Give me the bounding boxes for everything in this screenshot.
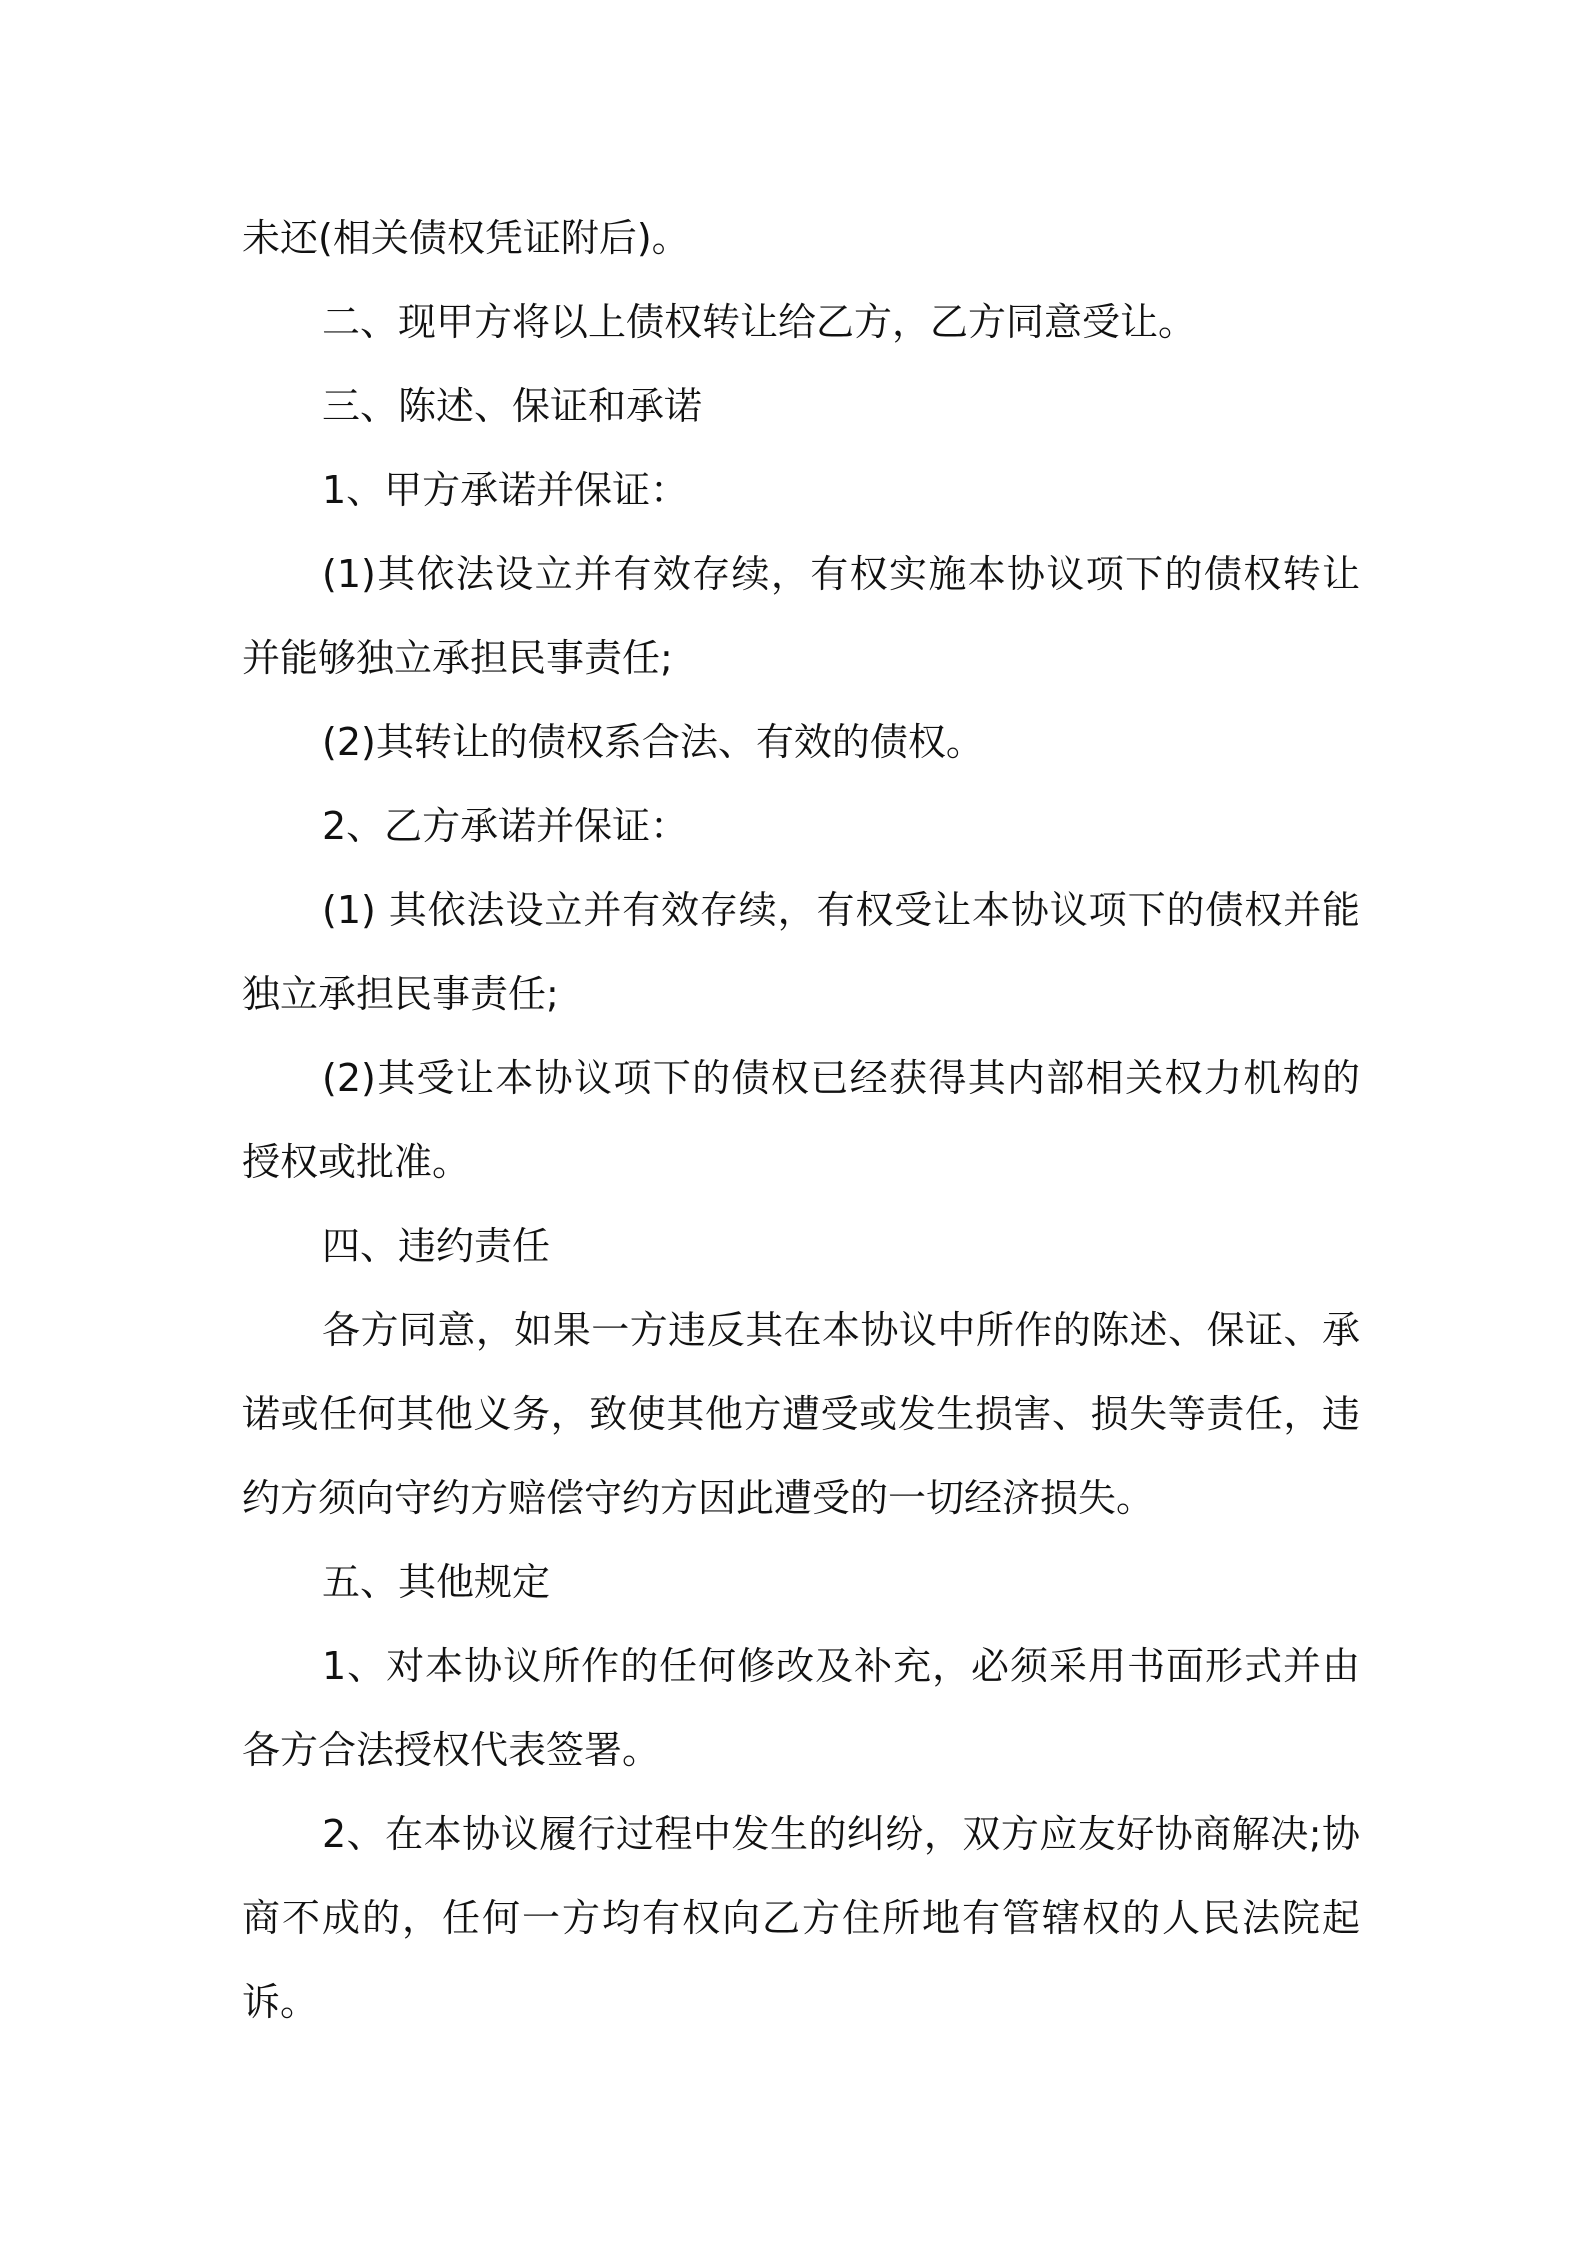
party-b-item-2: (2)其受让本协议项下的债权已经获得其内部相关权力机构的授权或批准。 (242, 1056, 1360, 1184)
section-4-heading: 四、违约责任 (322, 1224, 551, 1268)
other-provision-1: 1、对本协议所作的任何修改及补充，必须采用书面形式并由各方合法授权代表签署。 (242, 1644, 1360, 1772)
party-a-commitment-heading: 1、甲方承诺并保证： (322, 468, 689, 512)
other-provision-2: 2、在本协议履行过程中发生的纠纷，双方应友好协商解决;协商不成的，任何一方均有权向乙方住所地有管辖权的人民法院起诉。 (242, 1812, 1360, 2024)
party-b-item-1: (1) 其依法设立并有效存续，有权受让本协议项下的债权并能独立承担民事责任; (242, 888, 1360, 1016)
clause-2-transfer: 二、现甲方将以上债权转让给乙方，乙方同意受让。 (322, 300, 1197, 344)
document-body (242, 196, 1360, 2044)
liability-paragraph: 各方同意，如果一方违反其在本协议中所作的陈述、保证、承诺或任何其他义务，致使其他方遭受或发生损害、损失等责任，违约方须向守约方赔偿守约方因此遭受的一切经济损失。 (242, 1308, 1360, 1520)
party-b-commitment-heading: 2、乙方承诺并保证： (322, 804, 689, 848)
paragraph-continuation: 未还(相关债权凭证附后)。 (242, 216, 690, 260)
section-5-heading: 五、其他规定 (322, 1560, 551, 1604)
party-a-item-2: (2)其转让的债权系合法、有效的债权。 (322, 720, 984, 764)
section-3-heading: 三、陈述、保证和承诺 (322, 384, 703, 428)
party-a-item-1: (1)其依法设立并有效存续，有权实施本协议项下的债权转让并能够独立承担民事责任; (242, 552, 1360, 680)
